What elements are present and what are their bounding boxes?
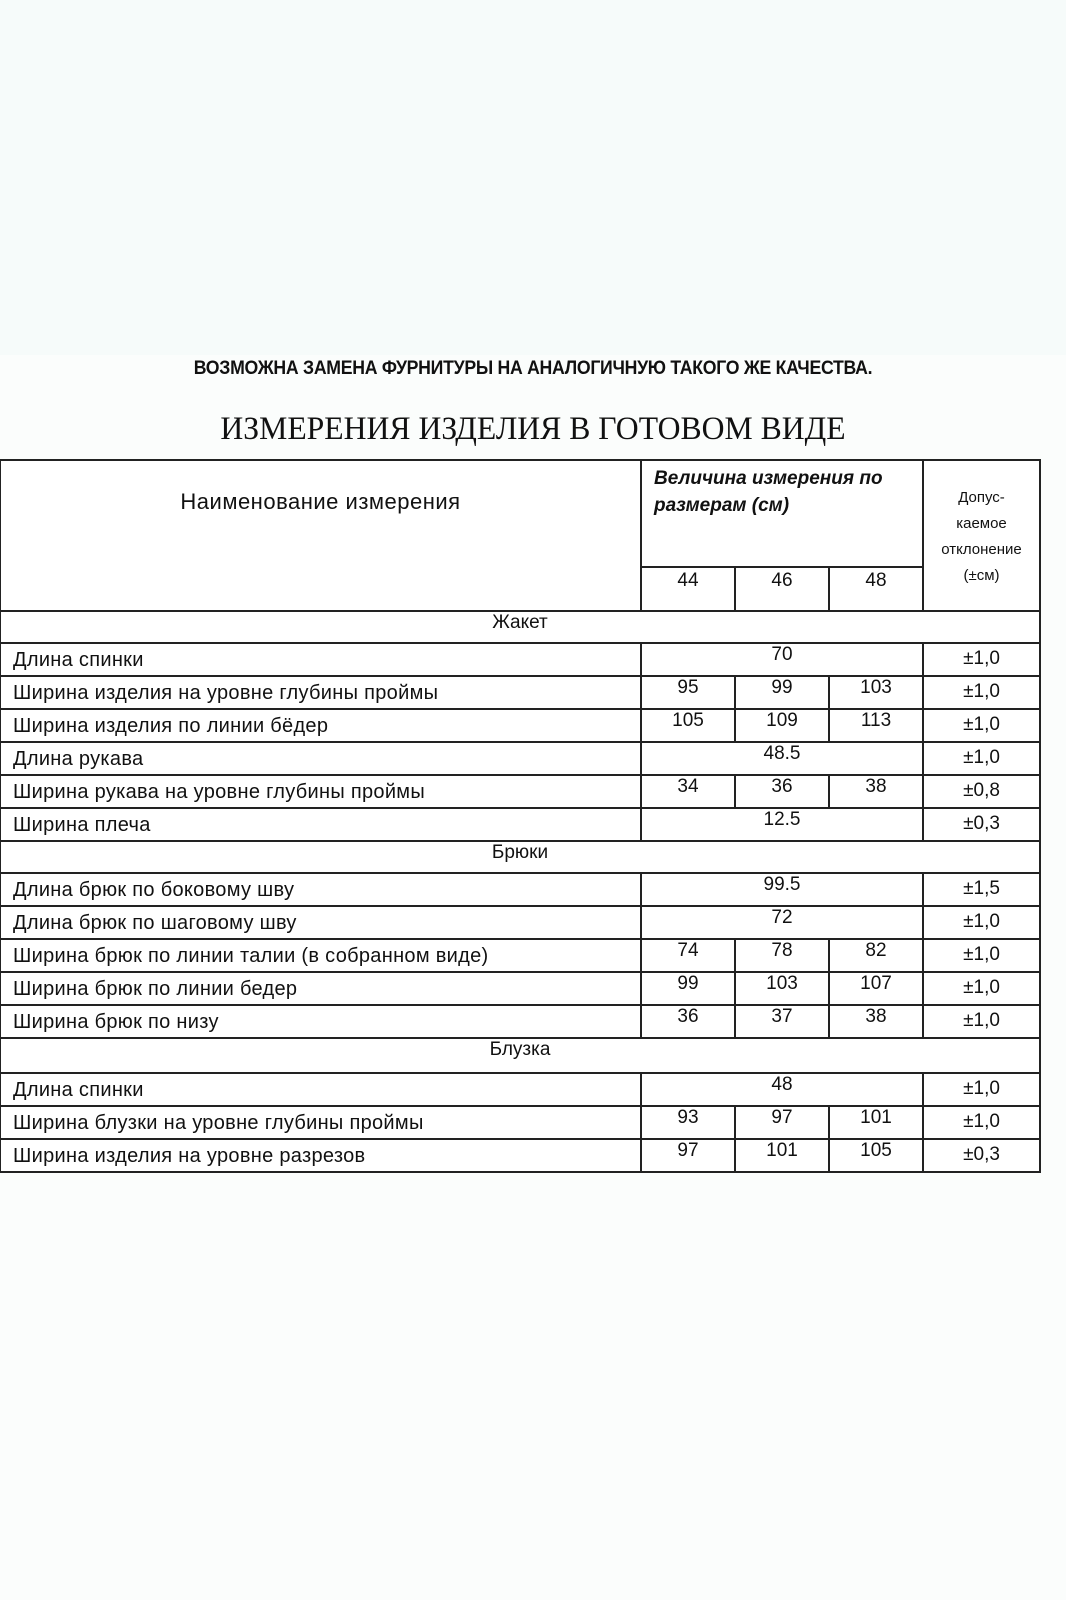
measurement-value-size-48: 38 <box>829 775 923 808</box>
table-row <box>0 939 1040 972</box>
tolerance-value: ±0,3 <box>923 1139 1040 1172</box>
measurement-value-size-44: 105 <box>641 709 735 742</box>
table-row <box>0 742 1040 775</box>
measurement-value-all-sizes: 70 <box>641 643 923 676</box>
measurement-name: Длина спинки <box>0 1073 641 1106</box>
tolerance-value: ±1,0 <box>923 643 1040 676</box>
measurement-name: Ширина изделия на уровне глубины проймы <box>0 676 641 709</box>
tolerance-value: ±1,0 <box>923 972 1040 1005</box>
section-title: Брюки <box>0 841 1040 873</box>
measurement-name: Ширина блузки на уровне глубины проймы <box>0 1106 641 1139</box>
measurement-value-size-46: 109 <box>735 709 829 742</box>
tolerance-value: ±1,0 <box>923 742 1040 775</box>
measurement-value-size-48: 38 <box>829 1005 923 1038</box>
table-row <box>0 643 1040 676</box>
fittings-replacement-notice: ВОЗМОЖНА ЗАМЕНА ФУРНИТУРЫ НА АНАЛОГИЧНУЮ ТАКОГО ЖЕ КАЧЕСТВА. <box>193 358 873 379</box>
tolerance-value: ±1,0 <box>923 906 1040 939</box>
measurement-value-size-44: 99 <box>641 972 735 1005</box>
table-row <box>0 1073 1040 1106</box>
measurement-name: Ширина изделия на уровне разрезов <box>0 1139 641 1172</box>
measurement-value-size-46: 78 <box>735 939 829 972</box>
measurement-name: Длина спинки <box>0 643 641 676</box>
measurement-value-size-48: 107 <box>829 972 923 1005</box>
size-44: 44 <box>641 567 735 611</box>
measurement-value-size-44: 97 <box>641 1139 735 1172</box>
measurement-name: Ширина брюк по низу <box>0 1005 641 1038</box>
measurement-value-size-44: 74 <box>641 939 735 972</box>
measurement-value-all-sizes: 12.5 <box>641 808 923 841</box>
tolerance-line-2: каемое <box>956 515 1007 532</box>
table-row <box>0 709 1040 742</box>
header-tolerance <box>923 460 1040 611</box>
section-row <box>0 611 1040 643</box>
section-row <box>0 841 1040 873</box>
measurement-value-size-48: 82 <box>829 939 923 972</box>
tolerance-line-3: отклонение <box>941 541 1022 558</box>
header-measurement-name-label: Наименование измерения <box>180 489 461 514</box>
tolerance-value: ±1,5 <box>923 873 1040 906</box>
measurement-value-all-sizes: 48 <box>641 1073 923 1106</box>
measurement-name: Длина брюк по шаговому шву <box>0 906 641 939</box>
measurement-value-all-sizes: 72 <box>641 906 923 939</box>
size-48: 48 <box>829 567 923 611</box>
header-size-values-label: Величина измерения по размерам (см) <box>654 468 883 516</box>
tolerance-value: ±1,0 <box>923 1106 1040 1139</box>
measurement-value-size-48: 101 <box>829 1106 923 1139</box>
measurement-value-size-46: 36 <box>735 775 829 808</box>
tolerance-value: ±0,8 <box>923 775 1040 808</box>
measurement-value-size-44: 95 <box>641 676 735 709</box>
header-measurement-name <box>0 460 641 611</box>
measurement-value-size-46: 103 <box>735 972 829 1005</box>
measurement-name: Ширина плеча <box>0 808 641 841</box>
measurement-value-size-46: 101 <box>735 1139 829 1172</box>
tolerance-value: ±1,0 <box>923 676 1040 709</box>
measurement-value-all-sizes: 48.5 <box>641 742 923 775</box>
measurement-value-all-sizes: 99.5 <box>641 873 923 906</box>
table-row <box>0 1106 1040 1139</box>
header-size-values <box>641 460 923 567</box>
measurement-name: Ширина изделия по линии бёдер <box>0 709 641 742</box>
tolerance-value: ±1,0 <box>923 1073 1040 1106</box>
section-title: Жакет <box>0 611 1040 643</box>
section-title: Блузка <box>0 1038 1040 1073</box>
table-row <box>0 808 1040 841</box>
measurement-name: Ширина рукава на уровне глубины проймы <box>0 775 641 808</box>
measurement-name: Длина брюк по боковому шву <box>0 873 641 906</box>
tolerance-value: ±1,0 <box>923 1005 1040 1038</box>
table-row <box>0 873 1040 906</box>
top-background-band <box>0 0 1066 355</box>
table-row <box>0 775 1040 808</box>
measurement-value-size-44: 34 <box>641 775 735 808</box>
tolerance-value: ±1,0 <box>923 939 1040 972</box>
page-title: ИЗМЕРЕНИЯ ИЗДЕЛИЯ В ГОТОВОМ ВИДЕ <box>220 411 846 447</box>
tolerance-line-4: (±см) <box>963 567 1000 584</box>
measurement-value-size-44: 93 <box>641 1106 735 1139</box>
table-row <box>0 1139 1040 1172</box>
tolerance-value: ±1,0 <box>923 709 1040 742</box>
measurement-value-size-48: 105 <box>829 1139 923 1172</box>
table-row <box>0 1005 1040 1038</box>
measurement-value-size-46: 99 <box>735 676 829 709</box>
measurement-name: Ширина брюк по линии талии (в собранном виде) <box>0 939 641 972</box>
table-row <box>0 906 1040 939</box>
measurement-value-size-48: 113 <box>829 709 923 742</box>
measurement-value-size-46: 97 <box>735 1106 829 1139</box>
measurements-table <box>0 459 1041 1173</box>
measurement-value-size-46: 37 <box>735 1005 829 1038</box>
measurement-value-size-48: 103 <box>829 676 923 709</box>
tolerance-line-1: Допус- <box>958 489 1005 506</box>
measurement-value-size-44: 36 <box>641 1005 735 1038</box>
measurement-name: Ширина брюк по линии бедер <box>0 972 641 1005</box>
tolerance-value: ±0,3 <box>923 808 1040 841</box>
table-row <box>0 676 1040 709</box>
measurement-name: Длина рукава <box>0 742 641 775</box>
section-row <box>0 1038 1040 1073</box>
table-row <box>0 972 1040 1005</box>
size-46: 46 <box>735 567 829 611</box>
